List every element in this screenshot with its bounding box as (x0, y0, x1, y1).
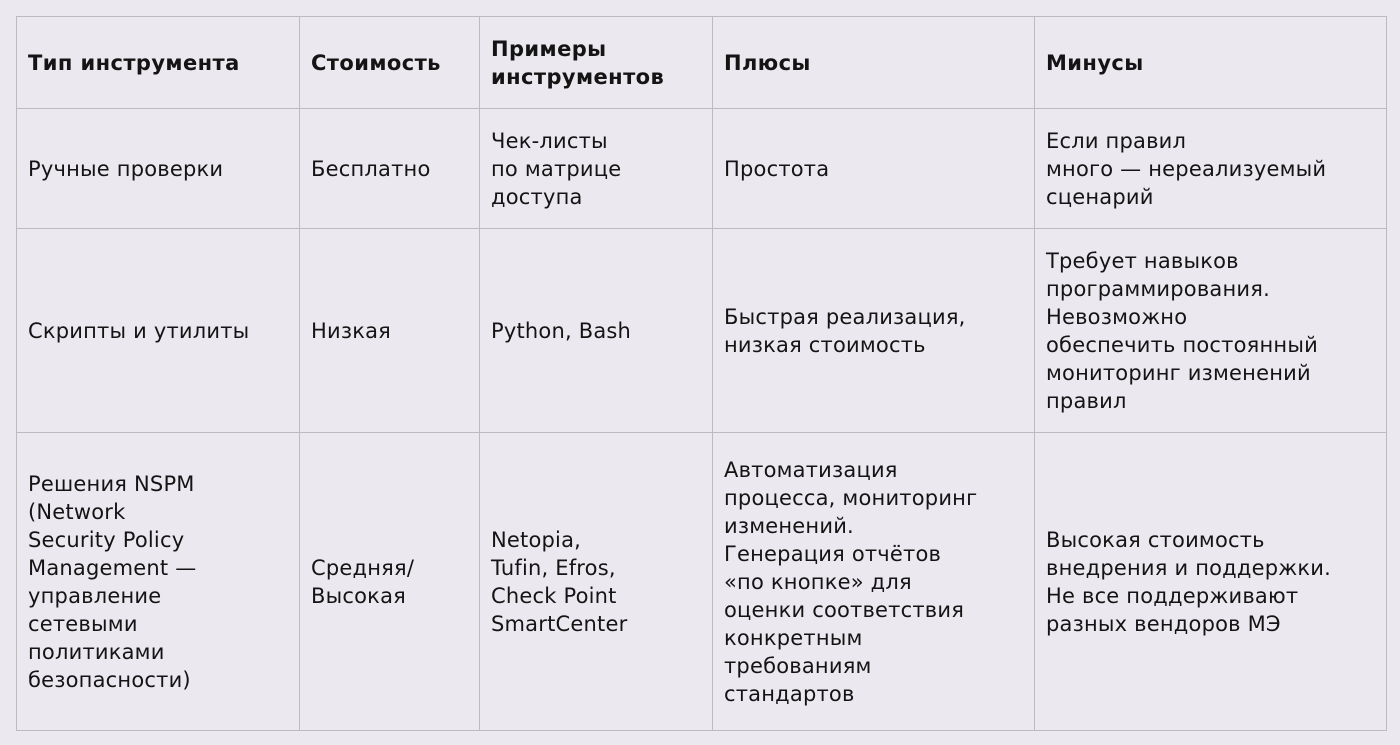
header-tool-type: Тип инструмента (17, 17, 300, 109)
cell-pros: Автоматизация процесса, мониторинг изменений. Генерация отчётов «по кнопке» для оценки соответствия конкретным требованиям стандартов (713, 433, 1035, 731)
header-row (17, 17, 1387, 109)
cell-cons: Высокая стоимость внедрения и поддержки. Не все поддерживают разных вендоров МЭ (1035, 433, 1387, 731)
cell-examples: Python, Bash (480, 229, 713, 433)
comparison-table-container (16, 16, 1387, 731)
cell-tool-type: Ручные проверки (17, 109, 300, 229)
cell-cons: Требует навыков программирования. Невозможно обеспечить постоянный мониторинг изменений правил (1035, 229, 1387, 433)
table-row (17, 433, 1387, 731)
cell-pros: Простота (713, 109, 1035, 229)
cell-examples: Чек-листы по матрице доступа (480, 109, 713, 229)
cell-cost: Бесплатно (300, 109, 480, 229)
table-row (17, 229, 1387, 433)
header-cons: Минусы (1035, 17, 1387, 109)
table-row (17, 109, 1387, 229)
cell-cons: Если правил много — нереализуемый сценарий (1035, 109, 1387, 229)
cell-cost: Низкая (300, 229, 480, 433)
header-cost: Стоимость (300, 17, 480, 109)
header-examples: Примеры инструментов (480, 17, 713, 109)
cell-tool-type: Скрипты и утилиты (17, 229, 300, 433)
cell-tool-type: Решения NSPM (Network Security Policy Management — управление сетевыми политиками безопасности) (17, 433, 300, 731)
cell-cost: Средняя/ Высокая (300, 433, 480, 731)
comparison-table (16, 16, 1387, 731)
cell-examples: Netopia, Tufin, Efros, Check Point SmartCenter (480, 433, 713, 731)
cell-pros: Быстрая реализация, низкая стоимость (713, 229, 1035, 433)
header-pros: Плюсы (713, 17, 1035, 109)
